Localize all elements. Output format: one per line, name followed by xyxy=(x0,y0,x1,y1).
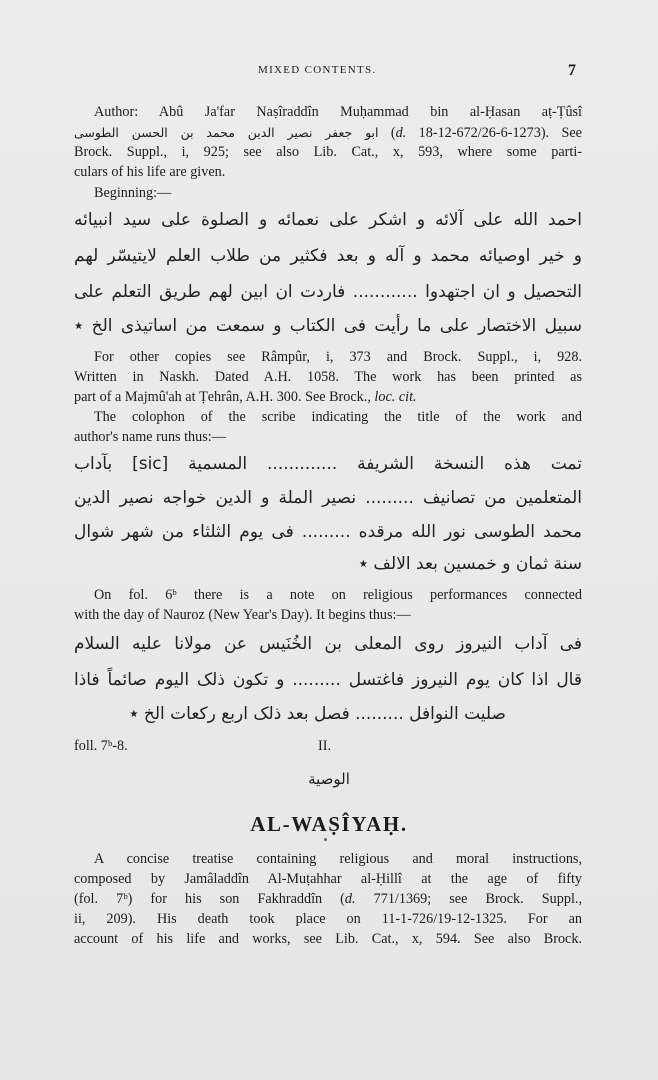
author-dates: 18-12-672/26-6-1273). See xyxy=(406,125,582,141)
colophon-intro-line-2: author's name runs thus:— xyxy=(74,429,226,445)
arabic-incipit-line-3: التحصیل و ان اجتهدوا ............ فاردت ان ابین لهم طریق التعلم علی xyxy=(74,282,582,302)
arabic-colophon-line-2: المتعلمین من تصانیف ......... نصیر الملة و الدین خواجه نصیر الدین xyxy=(74,488,582,508)
author-line-1: Author: Abû Ja'far Naṣîraddîn Muḥammad bin al-Ḥasan aṭ-Ṭûsî xyxy=(94,104,582,120)
wasiyah-line-3 xyxy=(74,890,582,910)
section-title: AL-WAṢÎYAḤ. xyxy=(250,812,408,836)
ink-dot xyxy=(324,838,327,841)
copies-line-3-text: part of a Majmû'ah at Ṭehrân, A.H. 300. See Brock., xyxy=(74,389,375,405)
wasiyah-line-1: A concise treatise containing religious and moral instructions, xyxy=(94,851,582,867)
wasiyah-line-3-rest: 771/1369; see Brock. Suppl., xyxy=(355,891,582,907)
wasiyah-line-4: ii, 209). His death took place on 11-1-726/19-12-1325. For an xyxy=(74,911,582,927)
running-head: MIXED CONTENTS. xyxy=(258,64,377,76)
copies-line-1: For other copies see Râmpûr, i, 373 and Brock. Suppl., i, 928. xyxy=(94,349,582,365)
folio-reference: foll. 7ᵇ-8. xyxy=(74,738,128,754)
nauroz-note-line-2: with the day of Nauroz (New Year's Day). It begins thus:— xyxy=(74,607,411,623)
section-title-arabic: الوصیة xyxy=(308,770,350,788)
author-line-4: culars of his life are given. xyxy=(74,164,226,180)
copies-line-3 xyxy=(74,388,582,408)
wasiyah-line-3-text: (fol. 7ᵇ) for his son Fakhraddîn ( xyxy=(74,891,345,907)
arabic-nauroz-line-3: صلیت النوافل ......... فصل بعد ذلک اربع رکعات الخ ٭ xyxy=(129,704,506,724)
arabic-incipit-line-4: سبیل الاختصار علی ما رأیت فی الکتاب و سمعت من اساتیذی الخ ٭ xyxy=(74,316,582,336)
arabic-colophon-line-3: محمد الطوسی نور الله مرقده ......... فی یوم الثلثاء من شهر شوال xyxy=(74,522,582,542)
arabic-incipit-line-2: و خیر اوصیائه محمد و آله و بعد فکثیر من طلاب العلم لایتیسّر لهم xyxy=(74,246,582,266)
copies-line-2: Written in Naskh. Dated A.H. 1058. The work has been printed as xyxy=(74,369,582,385)
author-name-arabic: ابو جعفر نصیر الدین محمد بن الحسن الطوسی xyxy=(74,125,379,140)
arabic-colophon-line-4: سنة ثمان و خمسین بعد الالف ٭ xyxy=(358,554,582,574)
page-number: 7 xyxy=(568,62,576,79)
arabic-nauroz-line-2: قال اذا کان یوم النیروز فاغتسل ......... و تکون ذلک الیوم صائماً فاذا xyxy=(74,670,582,690)
loc-cit: loc. cit. xyxy=(374,389,417,405)
colophon-intro-line-1: The colophon of the scribe indicating the title of the work and xyxy=(94,409,582,425)
wasiyah-line-5: account of his life and works, see Lib. Cat., x, 594. See also Brock. xyxy=(74,931,582,947)
wasiyah-line-2: composed by Jamâladdîn Al-Muṭahhar al-Ḥillî at the age of fifty xyxy=(74,871,582,887)
arabic-incipit-line-1: احمد الله علی آلائه و اشکر علی نعمائه و الصلوة علی سید انبیائه xyxy=(74,210,582,230)
arabic-colophon-line-1: تمت هذه النسخة الشریفة ............. المسمیة [sic] بآداب xyxy=(74,454,582,474)
death-abbrev: d. xyxy=(395,125,407,141)
arabic-nauroz-line-1: فی آداب النیروز روی المعلی بن الخُنَیس عن مولانا علیه السلام xyxy=(74,634,582,654)
beginning-label: Beginning:— xyxy=(94,185,172,201)
author-line-2: ابو جعفر نصیر الدین محمد بن الحسن الطوسی (d. 18-12-672/26-6-1273). See xyxy=(74,125,582,141)
nauroz-note-line-1: On fol. 6ᵇ there is a note on religious performances connected xyxy=(94,587,582,603)
author-line-3: Brock. Suppl., i, 925; see also Lib. Cat., x, 593, where some parti- xyxy=(74,144,582,160)
section-number: II. xyxy=(318,738,331,754)
death-abbrev-2: d. xyxy=(344,891,356,907)
